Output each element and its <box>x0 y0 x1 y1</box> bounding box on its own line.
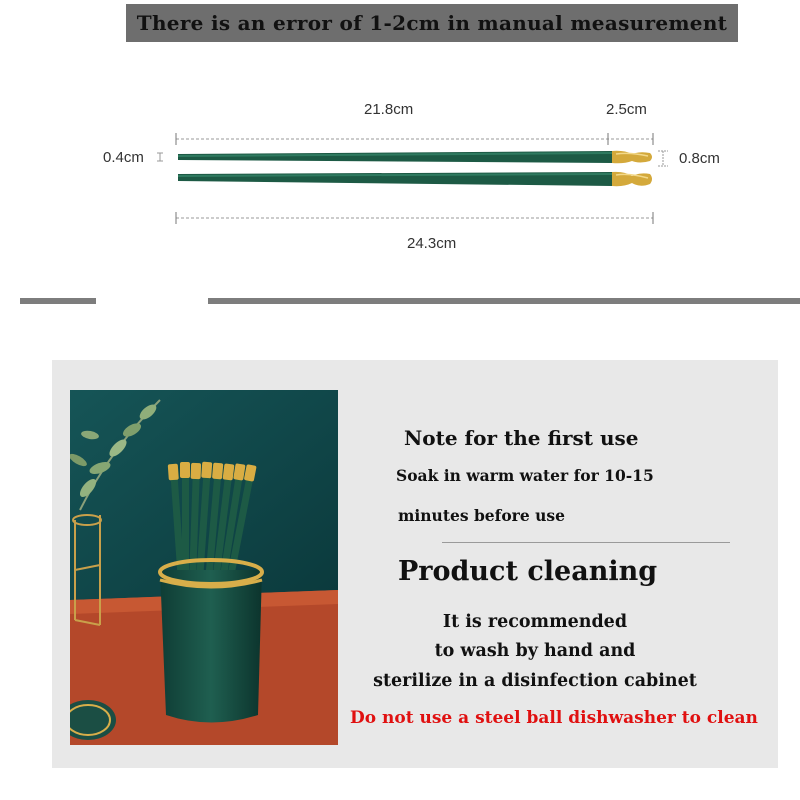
head-width-label: 0.8cm <box>679 150 720 167</box>
cleaning-line-3: sterilize in a disinfection cabinet <box>373 671 697 691</box>
cleaning-line-2: to wash by hand and <box>434 641 636 661</box>
first-use-line-1: Soak in warm water for 10-15 <box>396 466 654 485</box>
body-length-label: 21.8cm <box>364 101 414 118</box>
dishwasher-warning: Do not use a steel ball dishwasher to clean <box>350 708 758 728</box>
cleaning-line-1: It is recommended <box>442 612 628 632</box>
tip-width-label: 0.4cm <box>103 149 144 166</box>
first-use-line-2: minutes before use <box>398 506 565 525</box>
head-length-label: 2.5cm <box>606 101 647 118</box>
measurement-error-banner: There is an error of 1-2cm in manual measurement <box>126 4 738 42</box>
care-info-panel <box>52 360 778 768</box>
section-separator <box>442 542 730 543</box>
section-divider-right <box>208 298 800 304</box>
total-length-label: 24.3cm <box>407 235 457 252</box>
cleaning-title: Product cleaning <box>398 556 658 587</box>
first-use-title: Note for the first use <box>404 426 639 450</box>
chopstick-drawing <box>0 0 800 280</box>
product-photo <box>70 390 338 745</box>
section-divider-left <box>20 298 96 304</box>
